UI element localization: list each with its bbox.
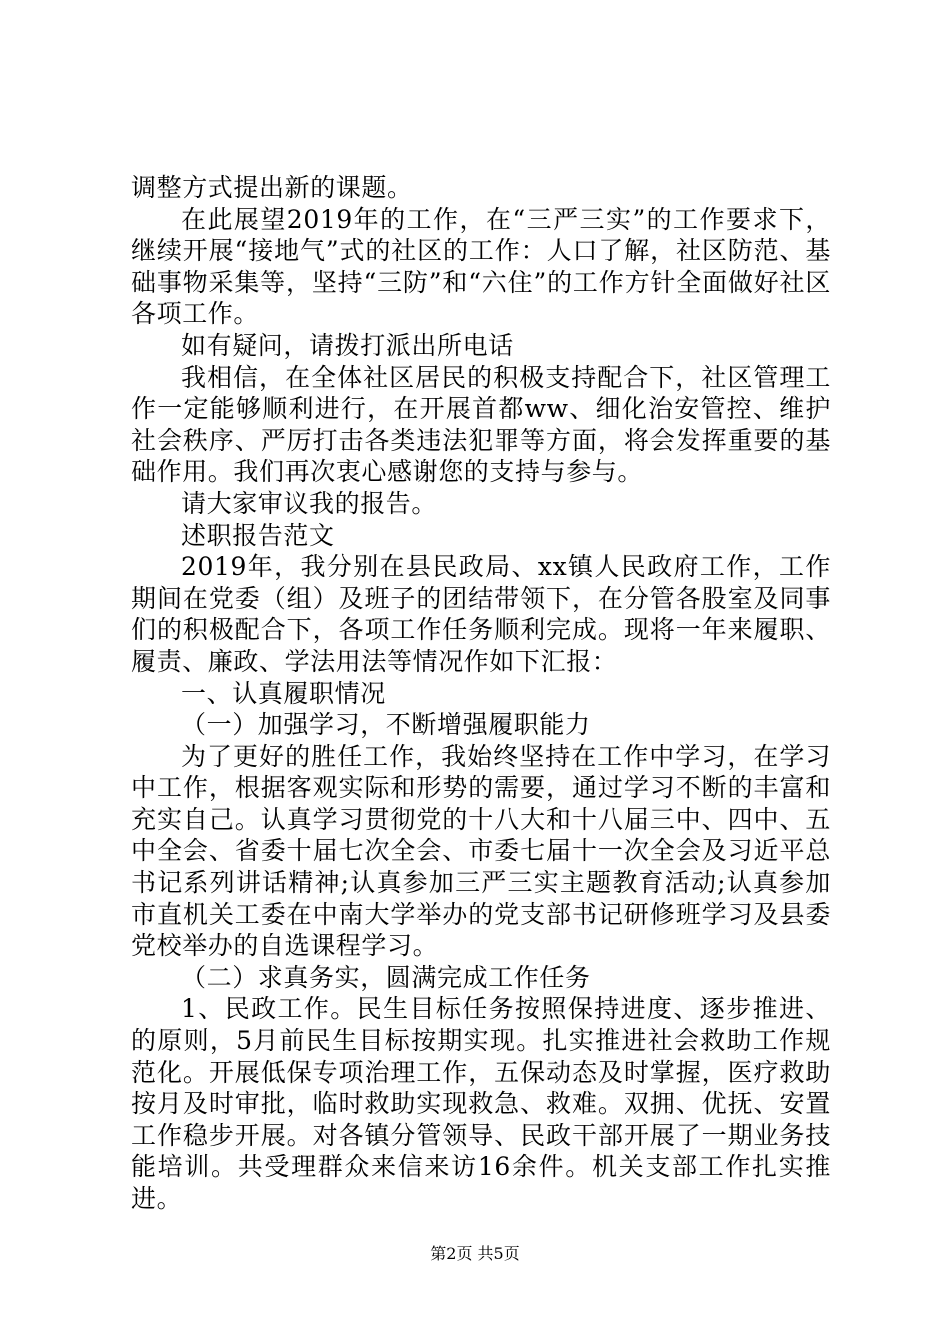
page-number: 第2页 共5页	[430, 1244, 520, 1263]
heading-1: 一、认真履职情况	[181, 678, 386, 708]
page-footer	[0, 1244, 950, 1264]
paragraph-4: 我相信，在全体社区居民的积极支持配合下，社区管理工作一定能够顺利进行，在开展首都ww、细化治安管控、维护社会秩序、严厉打击各类违法犯罪等方面，将会发挥重要的基础作用。我们再次衷心感谢您的支持与参与。	[131, 362, 831, 487]
section-title: 述职报告范文	[181, 520, 335, 550]
paragraph-3: 如有疑问，请拨打派出所电话	[181, 330, 514, 360]
paragraph-12: 1、民政工作。民生目标任务按照保持进度、逐步推进、的原则，5月前民生目标按期实现。扎实推进社会救助工作规范化。开展低保专项治理工作，五保动态及时掌握，医疗救助按月及时审批，临时救助实现救急、救难。双拥、优抚、安置工作稳步开展。对各镇分管领导、民政干部开展了一期业务技能培训。共受理群众来信来访16余件。机关支部工作扎实推进。	[131, 994, 831, 1213]
paragraph-7: 2019年，我分别在县民政局、xx镇人民政府工作，工作期间在党委（组）及班子的团结带领下，在分管各股室及同事们的积极配合下，各项工作任务顺利完成。现将一年来履职、履责、廉政、学法用法等情况作如下汇报：	[131, 552, 831, 676]
paragraph-2: 在此展望2019年的工作，在“三严三实”的工作要求下，继续开展“接地气”式的社区的工作：人口了解，社区防范、基础事物采集等，坚持“三防”和“六住”的工作方针全面做好社区各项工作。	[131, 204, 831, 329]
subheading-2: （二）求真务实，圆满完成工作任务	[181, 962, 591, 992]
document-body	[131, 172, 831, 1215]
paragraph-5: 请大家审议我的报告。	[181, 488, 438, 518]
paragraph-1: 调整方式提出新的课题。	[131, 173, 413, 202]
paragraph-10: 为了更好的胜任工作，我始终坚持在工作中学习，在学习中工作，根据客观实际和形势的需要，通过学习不断的丰富和充实自己。认真学习贯彻党的十八大和十八届三中、四中、五中全会、省委十届七次全会、市委七届十一次全会及习近平总书记系列讲话精神;认真参加三严三实主题教育活动;认真参加市直机关工委在中南大学举办的党支部书记研修班学习及县委党校举办的自选课程学习。	[131, 741, 831, 961]
subheading-1: （一）加强学习，不断增强履职能力	[181, 710, 591, 740]
